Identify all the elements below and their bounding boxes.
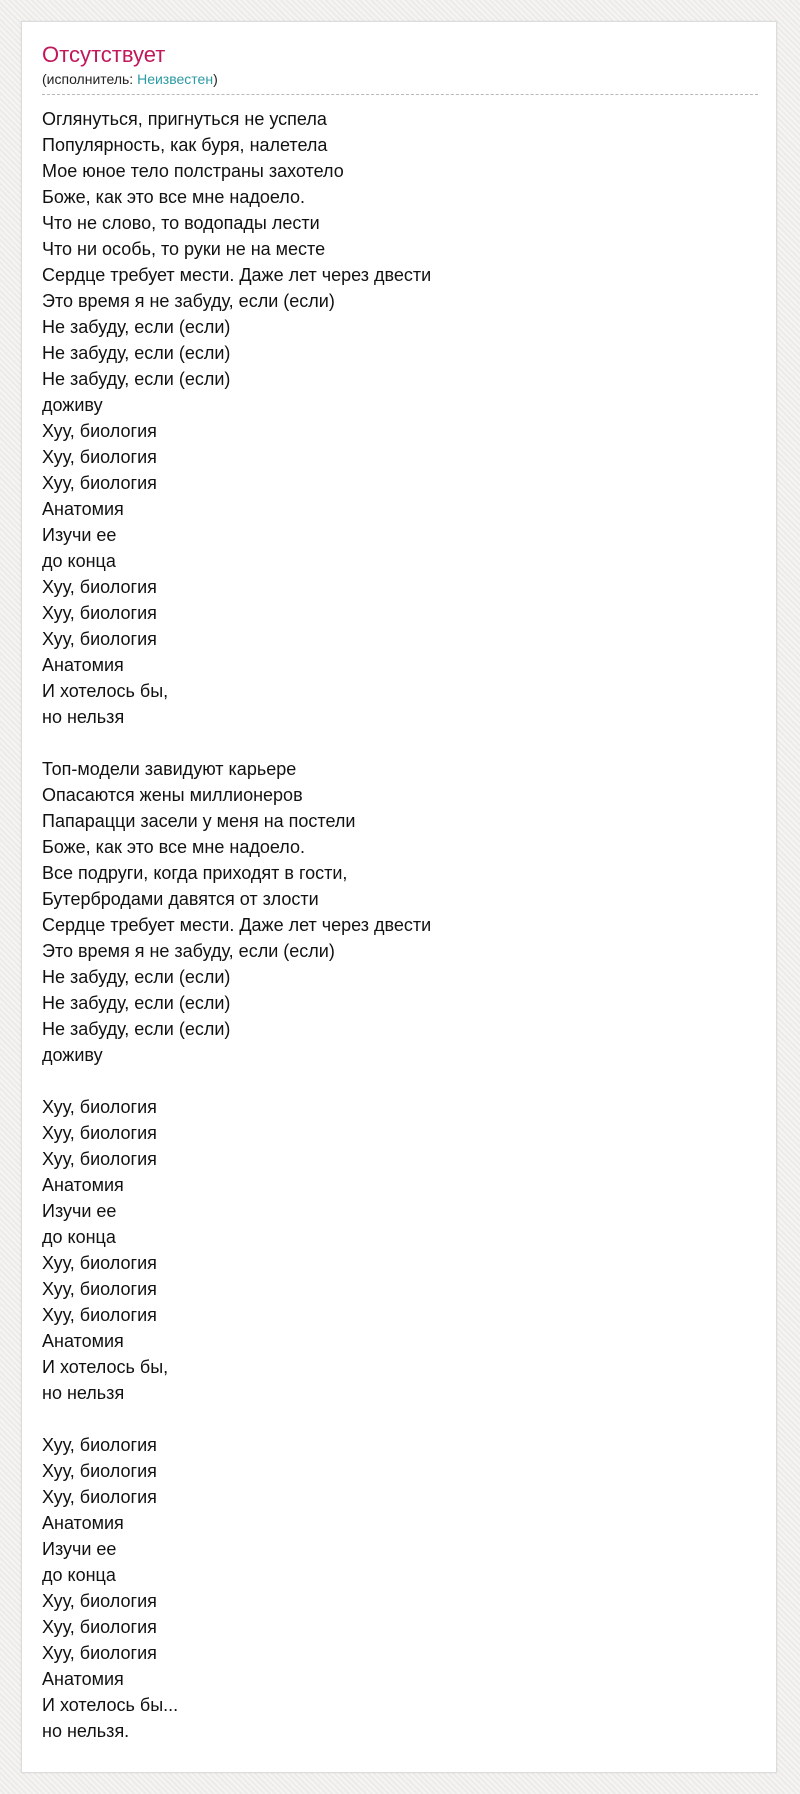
lyric-line: Хуу, биология (42, 1461, 157, 1481)
lyric-line: Хуу, биология (42, 1643, 157, 1663)
artist-suffix: ) (213, 71, 218, 87)
lyric-line: Хуу, биология (42, 1253, 157, 1273)
lyric-line: но нельзя (42, 707, 125, 727)
lyric-line: Боже, как это все мне надоело. (42, 187, 305, 207)
lyric-line: Изучи ее (42, 1539, 117, 1559)
lyric-line: Изучи ее (42, 1201, 117, 1221)
lyric-line: Что ни особь, то руки не на месте (42, 239, 326, 259)
lyric-line: до конца (42, 551, 116, 571)
lyric-line: доживу (42, 1045, 103, 1065)
lyric-line: Хуу, биология (42, 1435, 157, 1455)
lyric-line: Хуу, биология (42, 421, 157, 441)
stanza-break (42, 1068, 758, 1094)
lyric-line: Хуу, биология (42, 629, 157, 649)
lyrics-card (21, 21, 777, 1773)
lyric-line: И хотелось бы... (42, 1695, 179, 1715)
lyric-line: Опасаются жены миллионеров (42, 785, 303, 805)
lyric-line: Хуу, биология (42, 1097, 157, 1117)
lyric-line: Папарацци засели у меня на постели (42, 811, 356, 831)
lyric-line: Не забуду, если (если) (42, 993, 231, 1013)
lyric-line: Хуу, биология (42, 603, 157, 623)
artist-prefix: (исполнитель: (42, 71, 138, 87)
stanza-break (42, 730, 758, 756)
lyric-line: Не забуду, если (если) (42, 967, 231, 987)
lyric-line: Хуу, биология (42, 1487, 157, 1507)
lyric-line: Сердце требует мести. Даже лет через двести (42, 265, 432, 285)
lyric-line: Анатомия (42, 1669, 124, 1689)
lyric-line: Хуу, биология (42, 1617, 157, 1637)
lyric-line: но нельзя (42, 1383, 125, 1403)
artist-line (42, 70, 758, 88)
lyric-line: И хотелось бы, (42, 681, 169, 701)
lyric-line: Анатомия (42, 1513, 124, 1533)
lyric-line: Топ-модели завидуют карьере (42, 759, 297, 779)
lyric-line: Анатомия (42, 1331, 124, 1351)
lyric-line: Боже, как это все мне надоело. (42, 837, 305, 857)
lyric-line: Бутербродами давятся от злости (42, 889, 319, 909)
lyric-line: Хуу, биология (42, 1305, 157, 1325)
lyric-line: Хуу, биология (42, 447, 157, 467)
lyric-line: Мое юное тело полстраны захотело (42, 161, 344, 181)
lyric-line: Хуу, биология (42, 1279, 157, 1299)
lyric-line: Это время я не забуду, если (если) (42, 941, 335, 961)
lyric-line: Не забуду, если (если) (42, 317, 231, 337)
lyric-line: Хуу, биология (42, 1123, 157, 1143)
lyric-line: Не забуду, если (если) (42, 1019, 231, 1039)
lyric-line: до конца (42, 1565, 116, 1585)
artist-link[interactable]: Неизвестен (137, 71, 214, 87)
lyric-line: Анатомия (42, 1175, 124, 1195)
lyric-line: Изучи ее (42, 525, 117, 545)
lyric-line: Анатомия (42, 655, 124, 675)
lyric-line: Что не слово, то водопады лести (42, 213, 320, 233)
lyric-line: Сердце требует мести. Даже лет через двести (42, 915, 432, 935)
lyric-line: Оглянуться, пригнуться не успела (42, 109, 327, 129)
lyric-line: Не забуду, если (если) (42, 369, 231, 389)
stanza-break (42, 1406, 758, 1432)
song-header (42, 42, 758, 95)
lyric-line: И хотелось бы, (42, 1357, 169, 1377)
lyric-line: до конца (42, 1227, 116, 1247)
lyric-line: Хуу, биология (42, 1591, 157, 1611)
lyric-line: Хуу, биология (42, 577, 157, 597)
lyric-line: Популярность, как буря, налетела (42, 135, 328, 155)
lyric-line: Хуу, биология (42, 473, 157, 493)
lyrics-body (42, 106, 758, 1744)
lyric-line: Не забуду, если (если) (42, 343, 231, 363)
lyric-line: но нельзя. (42, 1721, 130, 1741)
lyric-line: Все подруги, когда приходят в гости, (42, 863, 348, 883)
lyric-line: Хуу, биология (42, 1149, 157, 1169)
lyric-line: Это время я не забуду, если (если) (42, 291, 335, 311)
song-title: Отсутствует (42, 42, 166, 67)
lyric-line: Анатомия (42, 499, 124, 519)
lyric-line: доживу (42, 395, 103, 415)
